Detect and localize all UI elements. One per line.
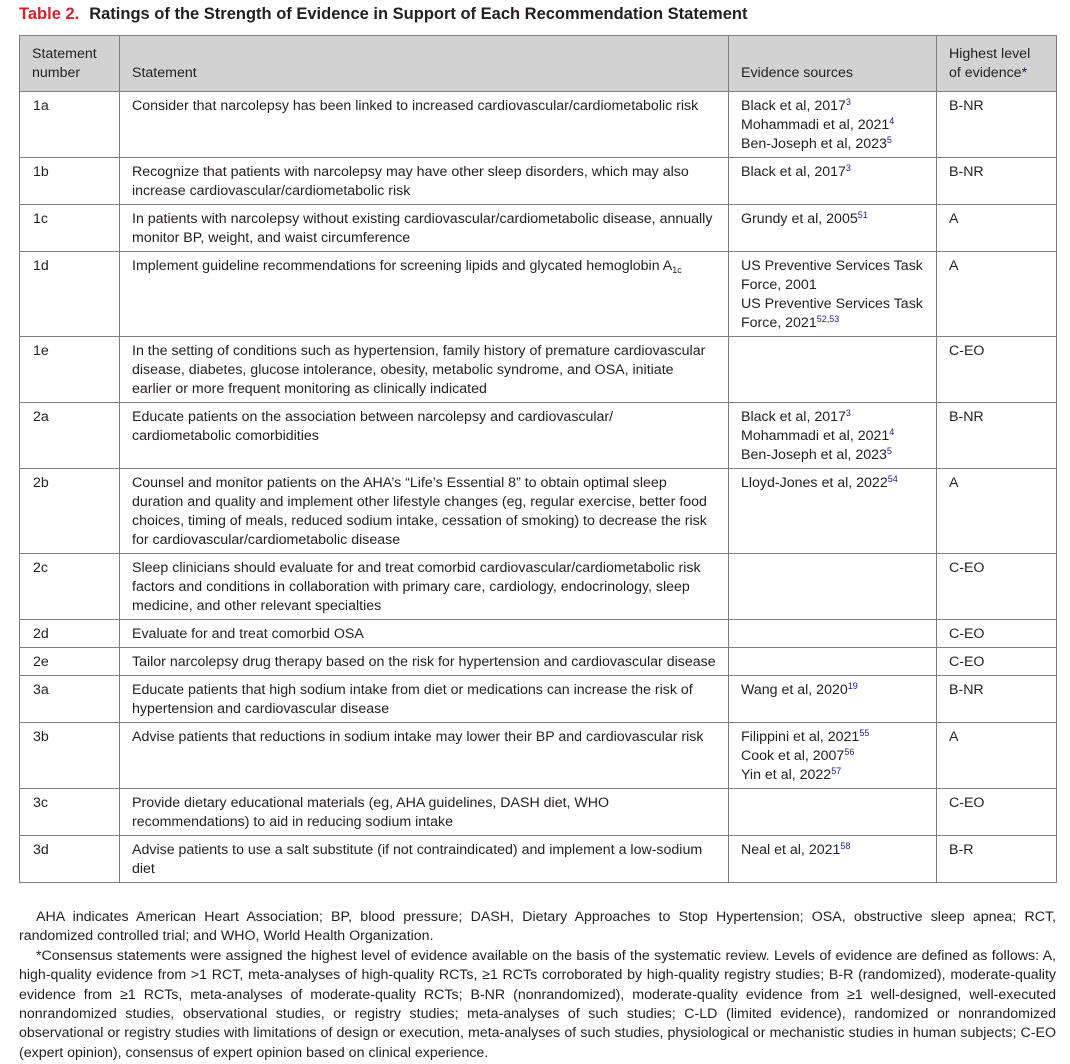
statement-number: 2d: [20, 620, 120, 648]
statement-number: 2b: [20, 469, 120, 554]
evidence-level: C-EO: [937, 554, 1057, 620]
citation-text: Black et al, 2017: [741, 98, 846, 114]
statement-text: [120, 337, 729, 403]
statement-text-content: Recognize that patients with narcolepsy may have other sleep disorders, which may also increase cardiovascular/cardiometabolic risk: [132, 164, 689, 199]
citation-reference: 3: [845, 163, 851, 173]
evidence-level: A: [937, 469, 1057, 554]
evidence-level: C-EO: [937, 337, 1057, 403]
citation-reference: 51: [857, 210, 868, 220]
table-row: [20, 337, 1057, 403]
statement-number: 3c: [20, 789, 120, 836]
citation-reference: 4: [889, 116, 895, 126]
evidence-level: B-NR: [937, 676, 1057, 723]
citation-reference: 3: [845, 97, 851, 107]
table-title: [19, 5, 747, 24]
citation: [741, 841, 924, 860]
evidence-sources: [729, 252, 937, 337]
statement-text-content: Tailor narcolepsy drug therapy based on the risk for hypertension and cardiovascular disease: [132, 654, 716, 670]
statement-number: 2a: [20, 403, 120, 469]
evidence-level: B-NR: [937, 158, 1057, 205]
evidence-sources: [729, 836, 937, 883]
citation: [741, 97, 924, 116]
header-statement-number: Statement number: [20, 36, 120, 92]
citation-text: Neal et al, 2021: [741, 842, 841, 858]
table-footnotes: [19, 908, 1056, 1063]
statement-text-content: In patients with narcolepsy without existing cardiovascular/cardiometabolic disease, annually monitor BP, weight, and waist circumference: [132, 211, 713, 246]
table-row: [20, 469, 1057, 554]
table-row: [20, 403, 1057, 469]
evidence-sources: [729, 554, 937, 620]
statement-number: 2e: [20, 648, 120, 676]
evidence-sources: [729, 158, 937, 205]
evidence-level: C-EO: [937, 620, 1057, 648]
citation: [741, 295, 924, 333]
citation: [741, 681, 924, 700]
citation: [741, 257, 924, 295]
evidence-level: B-R: [937, 836, 1057, 883]
statement-text: [120, 836, 729, 883]
citation-text: Cook et al, 2007: [741, 748, 845, 764]
evidence-level: B-NR: [937, 403, 1057, 469]
statement-number: 1d: [20, 252, 120, 337]
table-row: [20, 648, 1057, 676]
statement-text-content: Counsel and monitor patients on the AHA’s “Life’s Essential 8” to obtain optimal sleep duration and quality and implement other lifestyle changes (eg, regular exercise, better food choices, timing of meals, reduced sodium intake, cessation of smoking) to decrease the risk for cardiovascular/cardiometabolic disease: [132, 475, 707, 548]
citation-text: Black et al, 2017: [741, 409, 846, 425]
citation-reference: 56: [844, 747, 855, 757]
citation-text: US Preventive Services Task Force, 2021: [741, 296, 923, 331]
statement-text: [120, 554, 729, 620]
citation: [741, 747, 924, 766]
evidence-level: B-NR: [937, 92, 1057, 158]
citation: [741, 766, 924, 785]
citation-text: Lloyd-Jones et al, 2022: [741, 475, 888, 491]
statement-text-content: Sleep clinicians should evaluate for and treat comorbid cardiovascular/cardiometabolic risk factors and conditions in collaboration with primary care, cardiology, endocrinology, sleep medicine, and other relevant specialties: [132, 560, 701, 614]
statement-text: [120, 789, 729, 836]
statement-text-content: Evaluate for and treat comorbid OSA: [132, 626, 364, 642]
statement-number: 3d: [20, 836, 120, 883]
statement-text: [120, 469, 729, 554]
evidence-sources: [729, 723, 937, 789]
statement-text: [120, 676, 729, 723]
statement-text: [120, 252, 729, 337]
table-row: [20, 92, 1057, 158]
citation: [741, 474, 924, 493]
table-row: [20, 676, 1057, 723]
statement-number: 1a: [20, 92, 120, 158]
abbreviations-footnote: AHA indicates American Heart Association; BP, blood pressure; DASH, Dietary Approaches to Stop Hypertension; OSA, obstructive sleep apnea; RCT, randomized controlled trial; and WHO, World Health Organization.: [19, 909, 1056, 945]
citation-reference: 54: [887, 474, 898, 484]
citation-text: Mohammadi et al, 2021: [741, 428, 890, 444]
statement-text-content: Implement guideline recommendations for screening lipids and glycated hemoglobin A: [132, 258, 673, 274]
evidence-level: C-EO: [937, 789, 1057, 836]
header-evidence-sources: Evidence sources: [729, 36, 937, 92]
statement-text-content: Advise patients that reductions in sodium intake may lower their BP and cardiovascular risk: [132, 729, 704, 745]
evidence-sources: [729, 648, 937, 676]
evidence-level: A: [937, 723, 1057, 789]
citation-reference: 57: [831, 766, 842, 776]
statement-text-content: Educate patients that high sodium intake from diet or medications can increase the risk of hypertension and cardiovascular disease: [132, 682, 693, 717]
table-row: [20, 158, 1057, 205]
table-row: [20, 836, 1057, 883]
statement-text-content: In the setting of conditions such as hypertension, family history of premature cardiovascular disease, diabetes, glucose intolerance, obesity, metabolic syndrome, and OSA, initiate earlier or more frequent monitoring as clinically indicated: [132, 343, 706, 397]
citation-reference: 5: [886, 135, 892, 145]
evidence-level: A: [937, 252, 1057, 337]
evidence-sources: [729, 789, 937, 836]
evidence-sources: [729, 92, 937, 158]
table-caption: Ratings of the Strength of Evidence in Support of Each Recommendation Statement: [89, 5, 748, 23]
citation-text: Wang et al, 2020: [741, 682, 848, 698]
citation-text: Ben-Joseph et al, 2023: [741, 136, 887, 152]
statement-text-content: Consider that narcolepsy has been linked to increased cardiovascular/cardiometabolic risk: [132, 98, 699, 114]
evidence-level: A: [937, 205, 1057, 252]
statement-number: 2c: [20, 554, 120, 620]
citation: [741, 135, 924, 154]
citation: [741, 163, 924, 182]
citation-reference: 3: [845, 408, 851, 418]
statement-number: 1c: [20, 205, 120, 252]
statement-number: 1e: [20, 337, 120, 403]
table-body: [20, 92, 1057, 883]
citation: [741, 728, 924, 747]
table-row: [20, 620, 1057, 648]
statement-number: 1b: [20, 158, 120, 205]
table-row: [20, 554, 1057, 620]
statement-text: [120, 648, 729, 676]
citation-text: Mohammadi et al, 2021: [741, 117, 890, 133]
citation: [741, 427, 924, 446]
citation: [741, 210, 924, 229]
evidence-sources: [729, 620, 937, 648]
statement-text-content: Educate patients on the association between narcolepsy and cardiovascular/ cardiometabolic comorbidities: [132, 409, 614, 444]
header-highest-level: Highest level of evidence*: [937, 36, 1057, 92]
citation-text: Grundy et al, 2005: [741, 211, 858, 227]
evidence-table: [19, 35, 1057, 883]
citation-text: US Preventive Services Task Force, 2001: [741, 258, 923, 293]
statement-text: [120, 158, 729, 205]
statement-subscript: 1c: [672, 265, 682, 275]
table-label: Table 2.: [19, 5, 80, 23]
evidence-sources: [729, 337, 937, 403]
table-row: [20, 789, 1057, 836]
statement-text: [120, 205, 729, 252]
citation-text: Filippini et al, 2021: [741, 729, 860, 745]
table-header-row: [20, 36, 1057, 92]
evidence-sources: [729, 676, 937, 723]
table-row: [20, 723, 1057, 789]
statement-number: 3a: [20, 676, 120, 723]
evidence-sources: [729, 469, 937, 554]
statement-text: [120, 92, 729, 158]
statement-text: [120, 403, 729, 469]
citation-reference: 19: [847, 681, 858, 691]
citation: [741, 446, 924, 465]
evidence-sources: [729, 403, 937, 469]
citation-reference: 5: [886, 446, 892, 456]
citation-reference: 58: [840, 841, 851, 851]
citation: [741, 116, 924, 135]
statement-number: 3b: [20, 723, 120, 789]
citation-reference: 4: [889, 427, 895, 437]
citation-reference: 52,53: [816, 314, 840, 324]
citation: [741, 408, 924, 427]
citation-text: Black et al, 2017: [741, 164, 846, 180]
header-statement: Statement: [120, 36, 729, 92]
table-row: [20, 205, 1057, 252]
evidence-level: C-EO: [937, 648, 1057, 676]
statement-text-content: Provide dietary educational materials (eg, AHA guidelines, DASH diet, WHO recommendations) to aid in reducing sodium intake: [132, 795, 610, 830]
citation-reference: 55: [859, 728, 870, 738]
consensus-footnote: *Consensus statements were assigned the highest level of evidence available on the basis of the systematic review. Levels of evidence are defined as follows: A, high-quality evidence from >1 RCT, meta-analyses of high-quality RCTs, ≥1 RCTs corroborated by high-quality registry studies; B-R (randomized), moderate-quality evidence from ≥1 RCTs, meta-analyses of moderate-quality RCTs; B-NR (nonrandomized), moderate-quality evidence from ≥1 well-designed, well-executed nonrandomized studies, observational studies, or registry studies; meta-analyses of such studies; C-LD (limited evidence), randomized or nonrandomized observational or registry studies with limitations of design or execution, meta-analyses of such studies, physiological or mechanistic studies in human subjects; C-EO (expert opinion), consensus of expert opinion based on clinical experience.: [19, 947, 1056, 1061]
citation-text: Yin et al, 2022: [741, 767, 832, 783]
statement-text-content: Advise patients to use a salt substitute (if not contraindicated) and implement a low-sodium diet: [132, 842, 703, 877]
statement-text: [120, 723, 729, 789]
asterisk-mark: *: [1021, 65, 1028, 81]
citation-text: Ben-Joseph et al, 2023: [741, 447, 887, 463]
statement-text: [120, 620, 729, 648]
evidence-sources: [729, 205, 937, 252]
table-row: [20, 252, 1057, 337]
